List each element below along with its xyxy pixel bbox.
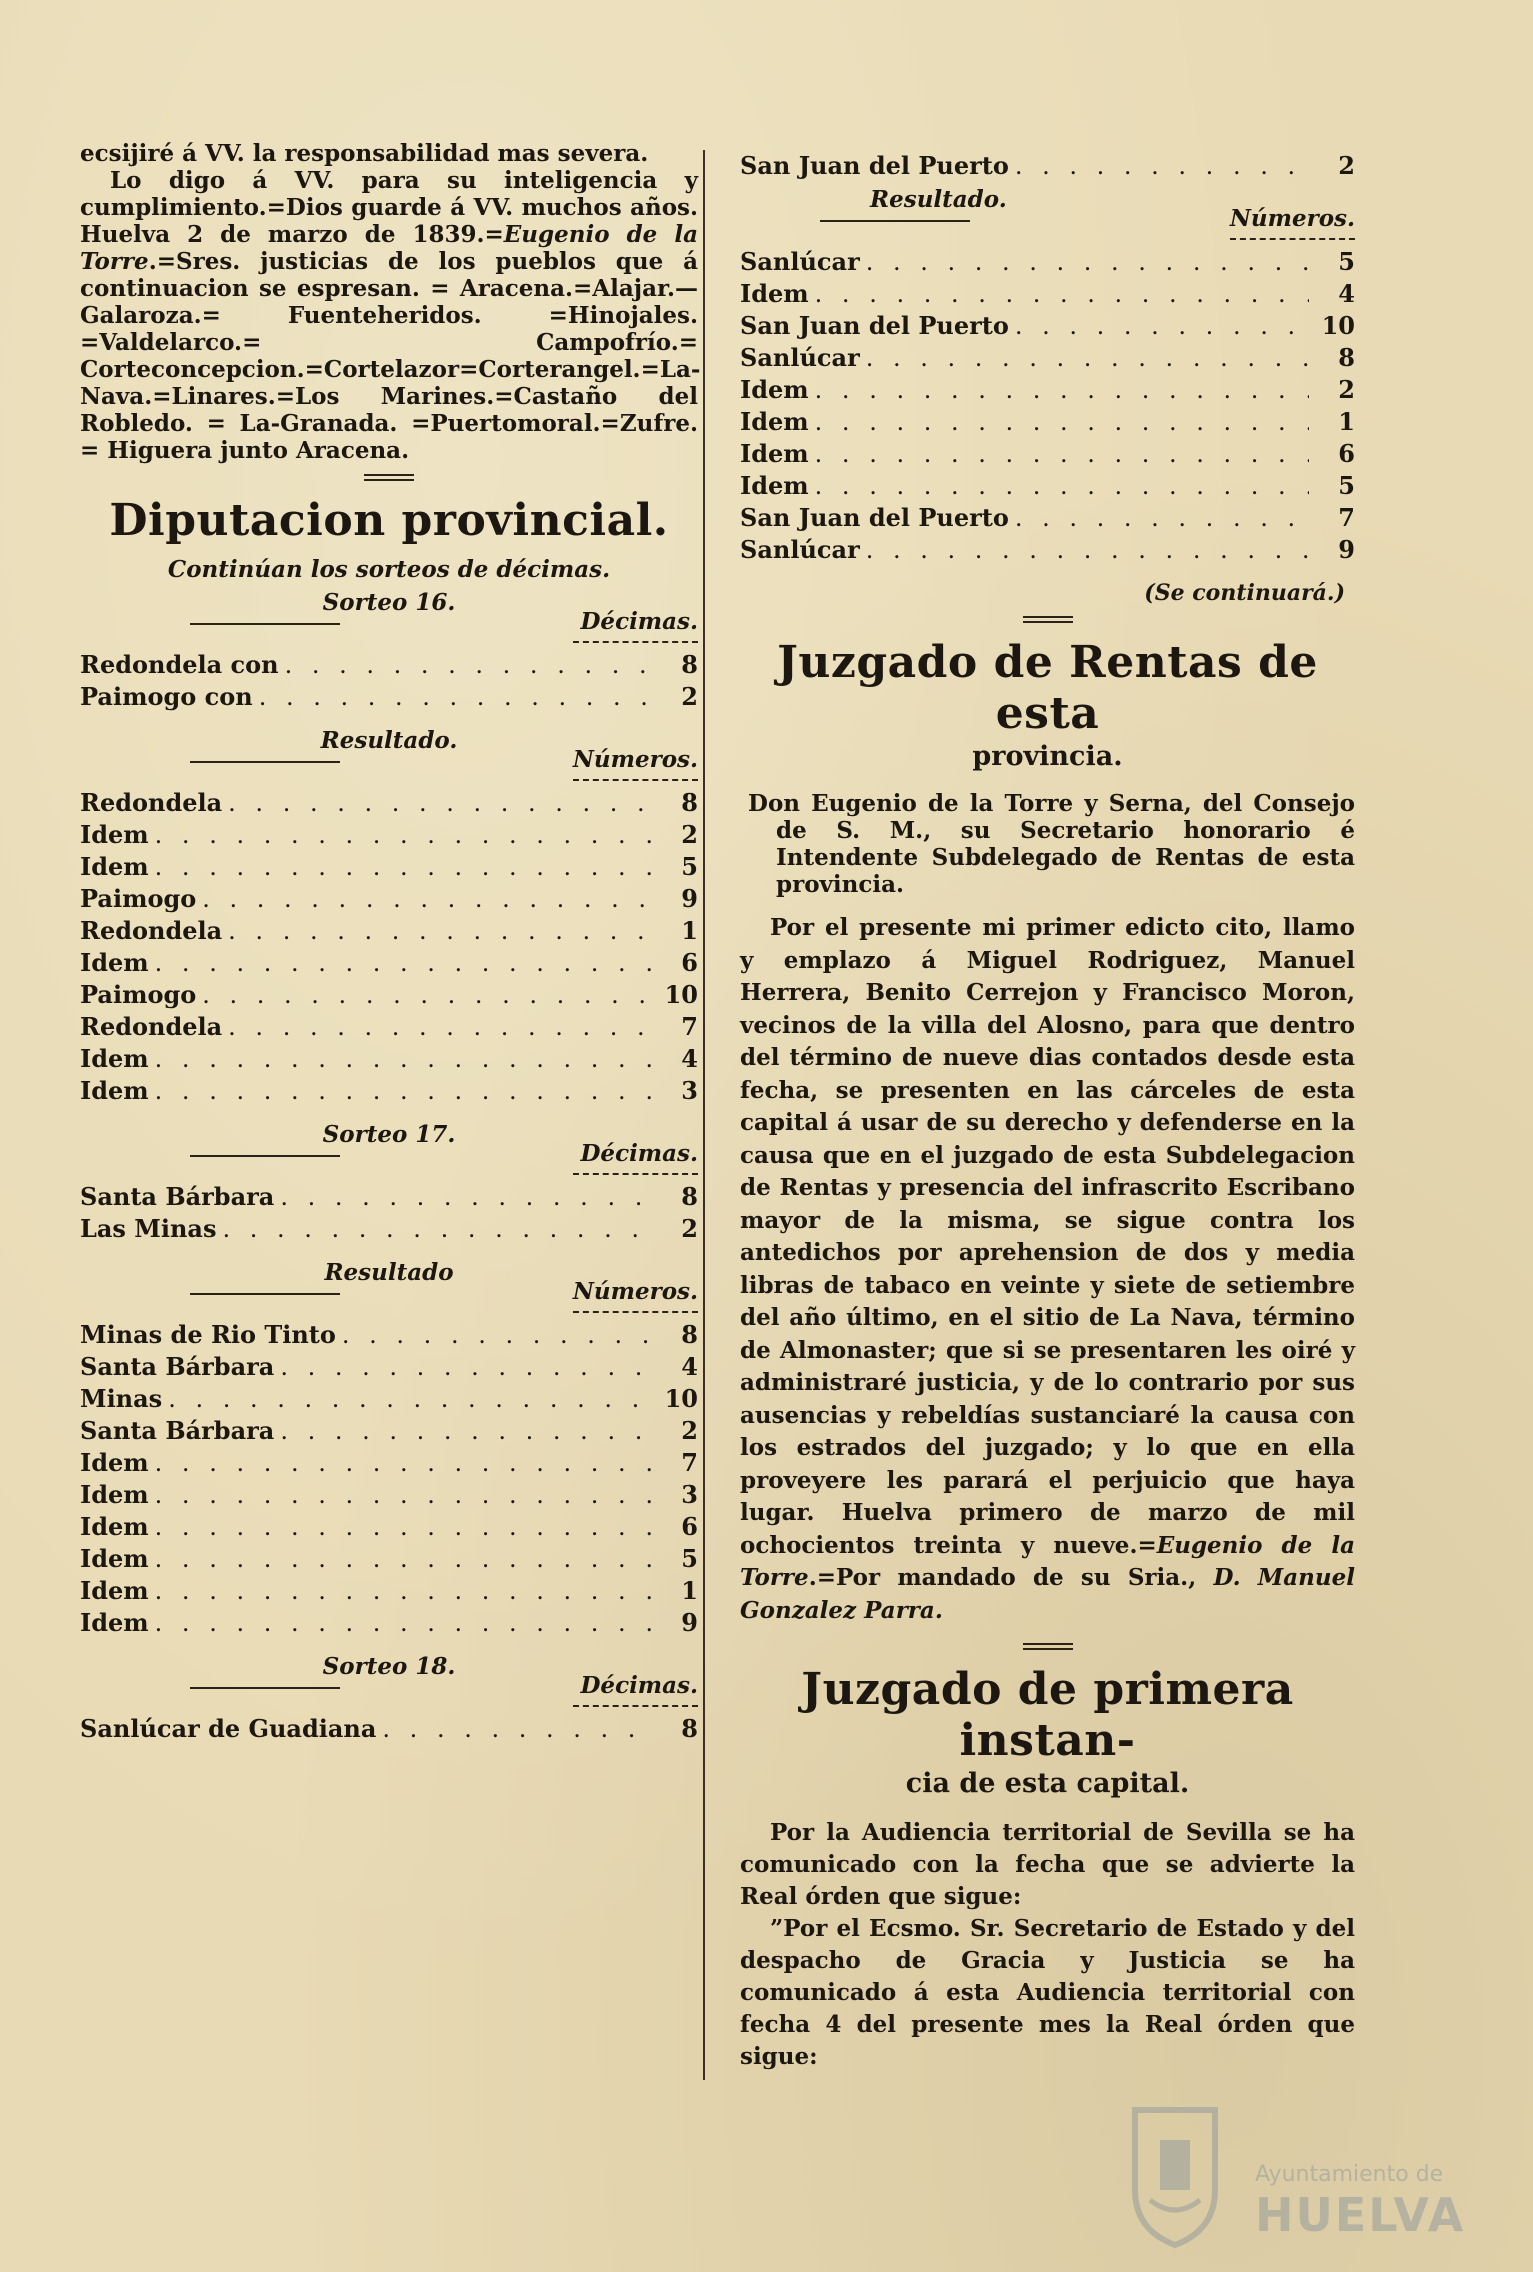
row-value: 7: [681, 1448, 698, 1477]
row-name: Santa Bárbara: [80, 1352, 275, 1381]
list-row: [80, 947, 698, 979]
dot-leader: [815, 470, 1309, 502]
dot-leader: [155, 1607, 652, 1639]
row-value: 8: [681, 1182, 698, 1211]
dot-leader: [228, 787, 652, 819]
dot-leader: [202, 883, 652, 915]
sorteo17-decimas-label: Décimas.: [580, 1140, 698, 1167]
sorteo16-decimas: [80, 649, 698, 713]
row-value: 4: [681, 1044, 698, 1073]
sorteo16-numeros-label: Números.: [572, 746, 698, 773]
dot-leader: [866, 246, 1309, 278]
list-row: [740, 246, 1355, 278]
dot-leader: [155, 1043, 652, 1075]
intro-text-b: .=Sres. justicias de los pueblos que á continuacion se espresan. = Aracena.=Alajar.—Galaroza.= Fuenteheridos. =Hinojales. =Valdelarco.= Campofrío.= Corteconcepcion.=Cortelazor=Corterangel.=La-Nava.=Linares.=Los Marines.=Castaño del Robledo. = La-Granada. =Puertomoral.=Zufre. = Higuera junto Aracena.: [80, 248, 701, 464]
dot-leader: [866, 342, 1309, 374]
dot-leader: [155, 1543, 652, 1575]
sorteo18-decimas: [80, 1713, 698, 1745]
row-value: 7: [1338, 503, 1355, 532]
huelva-watermark: [1115, 2100, 1466, 2250]
rentas-title: Juzgado de Rentas de esta: [777, 637, 1318, 739]
sorteo18-title: Sorteo 18.: [322, 1653, 456, 1680]
row-name: Idem: [740, 471, 809, 500]
rentas-signature-1: Eugenio de la Torre: [740, 1531, 1355, 1591]
section-title: Diputacion provincial.: [109, 495, 669, 546]
separator: [740, 614, 1355, 623]
right-resultado: [740, 246, 1355, 566]
row-name: Idem: [740, 375, 809, 404]
dot-leader: [1015, 150, 1309, 182]
column-divider: [703, 150, 705, 2080]
row-name: Santa Bárbara: [80, 1182, 275, 1211]
row-name: Idem: [80, 1480, 149, 1509]
row-value: 9: [1338, 535, 1355, 564]
row-name: Redondela: [80, 1012, 223, 1041]
dot-leader: [155, 1511, 652, 1543]
row-name: Paimogo: [80, 884, 197, 913]
dot-leader: [815, 438, 1309, 470]
list-row: [740, 342, 1355, 374]
sorteo16-resultado: [80, 787, 698, 1107]
row-value: 6: [681, 948, 698, 977]
list-row: [80, 1607, 698, 1639]
dot-leader: [280, 1415, 652, 1447]
dot-leader: [168, 1383, 652, 1415]
list-row: [740, 438, 1355, 470]
intro-line-1: ecsijiré á VV. la responsabilidad mas severa.: [80, 140, 649, 167]
row-name: San Juan del Puerto: [740, 311, 1009, 340]
sorteo17-title: Sorteo 17.: [322, 1121, 456, 1148]
sorteo17-resultado-header: [80, 1259, 698, 1305]
row-value: 3: [681, 1076, 698, 1105]
row-value: 8: [681, 650, 698, 679]
dot-leader: [285, 649, 652, 681]
separator: [740, 1641, 1355, 1650]
row-value: 10: [664, 980, 698, 1009]
sorteo16-decimas-label: Décimas.: [580, 608, 698, 635]
right-resultado-label: Resultado.: [870, 186, 1007, 213]
instancia-paragraph-2: ”Por el Ecsmo. Sr. Secretario de Estado y del despacho de Gracia y Justicia se ha comunicado á esta Audiencia territorial con fecha 4 del presente mes la Real órden que sigue:: [740, 1915, 1355, 2070]
dot-leader: [155, 947, 652, 979]
list-row: [80, 1383, 698, 1415]
row-name: Sanlúcar: [740, 535, 860, 564]
row-value: 2: [681, 682, 698, 711]
row-name: Idem: [740, 407, 809, 436]
row-value: 4: [1338, 279, 1355, 308]
intro-signature: Eugenio de la Torre: [80, 221, 698, 275]
right-column: [740, 150, 1355, 2073]
watermark-line-2: HUELVA: [1255, 2188, 1466, 2242]
sorteo17-resultado: [80, 1319, 698, 1639]
list-row: [740, 406, 1355, 438]
dot-leader: [342, 1319, 652, 1351]
list-row: [80, 819, 698, 851]
row-value: 2: [681, 1416, 698, 1445]
dot-leader: [155, 1479, 652, 1511]
list-row: [740, 502, 1355, 534]
sorteo17-decimas: [80, 1181, 698, 1245]
row-value: 5: [1338, 471, 1355, 500]
row-value: 8: [681, 1714, 698, 1743]
dot-leader: [155, 851, 652, 883]
list-row: [740, 150, 1355, 182]
list-row: [80, 883, 698, 915]
row-value: 8: [681, 788, 698, 817]
dot-leader: [815, 278, 1309, 310]
row-value: 1: [1338, 407, 1355, 436]
row-value: 10: [664, 1384, 698, 1413]
dot-leader: [382, 1713, 652, 1745]
row-name: San Juan del Puerto: [740, 503, 1009, 532]
sorteo17-numeros-label: Números.: [572, 1278, 698, 1305]
list-row: [80, 1575, 698, 1607]
list-row: [80, 1319, 698, 1351]
instancia-title: Juzgado de primera instan-: [801, 1664, 1294, 1766]
row-name: Idem: [80, 1076, 149, 1105]
list-row: [740, 310, 1355, 342]
row-value: 7: [681, 1012, 698, 1041]
rentas-intro: Don Eugenio de la Torre y Serna, del Consejo de S. M., su Secretario honorario é Intendente Subdelegado de Rentas de esta provincia.: [748, 790, 1355, 898]
list-row: [80, 1351, 698, 1383]
list-row: [80, 1479, 698, 1511]
dot-leader: [866, 534, 1309, 566]
row-name: Redondela: [80, 916, 223, 945]
dot-leader: [202, 979, 652, 1011]
list-row: [80, 915, 698, 947]
row-name: Idem: [80, 1544, 149, 1573]
list-row: [740, 374, 1355, 406]
rentas-body: [740, 912, 1355, 1627]
list-row: [80, 979, 698, 1011]
sorteo16-resultado-label: Resultado.: [320, 727, 458, 754]
list-row: [740, 470, 1355, 502]
list-row: [80, 1075, 698, 1107]
dot-leader: [259, 681, 652, 713]
list-row: [80, 1543, 698, 1575]
intro-paragraph: [80, 167, 701, 464]
dot-leader: [1015, 310, 1309, 342]
list-row: [740, 534, 1355, 566]
row-name: Idem: [80, 820, 149, 849]
row-name: Idem: [80, 948, 149, 977]
list-row: [80, 649, 698, 681]
sorteo17-header: [80, 1121, 698, 1167]
row-value: 6: [681, 1512, 698, 1541]
row-value: 2: [681, 1214, 698, 1243]
row-value: 5: [681, 852, 698, 881]
sorteo18-header: [80, 1653, 698, 1699]
row-value: 6: [1338, 439, 1355, 468]
row-value: 1: [681, 1576, 698, 1605]
separator: [80, 472, 698, 481]
row-value: 10: [1321, 311, 1355, 340]
row-name: Idem: [80, 1512, 149, 1541]
row-name: Idem: [80, 1448, 149, 1477]
right-resultado-header: [740, 186, 1355, 232]
row-name: Idem: [80, 1044, 149, 1073]
rentas-body-text: Por el presente mi primer edicto cito, llamo y emplazo á Miguel Rodriguez, Manuel Herrera, Benito Cerrejon y Francisco Moron, vecinos de la villa del Alosno, para que dentro del término de nueve dias contados desde esta fecha, se presenten en las cárceles de esta capital á usar de su derecho y defenderse en la causa que en el juzgado de esta Subdelegacion de Rentas y presencia del infrascrito Escribano mayor de la misma, se sigue contra los antedichos por aprehension de dos y media libras de tabaco en veinte y siete de setiembre del año último, en el sitio de La Nava, término de Almonaster; que si se presentaren les oiré y administraré justicia, y de lo contrario por sus ausencias y rebeldías sustanciaré la causa con los estrados del juzgado; y lo que en ella proveyere les parará el perjuicio que haya lugar. Huelva primero de marzo de mil ochocientos treinta y nueve.=: [740, 914, 1355, 1559]
list-row: [80, 851, 698, 883]
row-name: Sanlúcar de Guadiana: [80, 1714, 377, 1743]
intro-text-a: Lo digo á VV. para su inteligencia y cumplimiento.=Dios guarde á VV. muchos años. Huelva 2 de marzo de 1839.=: [80, 167, 698, 248]
row-value: 2: [1338, 375, 1355, 404]
left-column: [80, 140, 701, 1759]
list-row: [80, 1415, 698, 1447]
sorteo18-decimas-label: Décimas.: [580, 1672, 698, 1699]
row-value: 9: [681, 1608, 698, 1637]
dot-leader: [155, 1575, 652, 1607]
list-row: [80, 1043, 698, 1075]
section-subtitle: Continúan los sorteos de décimas.: [167, 556, 611, 583]
row-name: Minas de Rio Tinto: [80, 1320, 336, 1349]
sorteo16-title: Sorteo 16.: [322, 589, 456, 616]
right-top-rows: [740, 150, 1355, 182]
list-row: [80, 1011, 698, 1043]
instancia-title-2: cia de esta capital.: [905, 1768, 1190, 1799]
dot-leader: [815, 374, 1309, 406]
row-name: Las Minas: [80, 1214, 217, 1243]
row-name: Minas: [80, 1384, 163, 1413]
dot-leader: [155, 1447, 652, 1479]
dot-leader: [155, 1075, 652, 1107]
continuara-note: (Se continuará.): [1144, 580, 1345, 606]
row-value: 2: [681, 820, 698, 849]
list-row: [80, 1213, 698, 1245]
sorteo16-resultado-header: [80, 727, 698, 773]
row-name: Paimogo: [80, 980, 197, 1009]
row-value: 9: [681, 884, 698, 913]
rentas-signature-mid: .=Por mandado de su Sria.,: [808, 1564, 1214, 1591]
row-value: 5: [681, 1544, 698, 1573]
list-row: [740, 278, 1355, 310]
row-value: 3: [681, 1480, 698, 1509]
dot-leader: [815, 406, 1309, 438]
row-name: Santa Bárbara: [80, 1416, 275, 1445]
right-numeros-label: Números.: [1229, 205, 1355, 232]
list-row: [80, 1511, 698, 1543]
row-name: Paimogo con: [80, 682, 253, 711]
watermark-line-1: Ayuntamiento de: [1255, 2162, 1444, 2187]
dot-leader: [280, 1351, 652, 1383]
list-row: [80, 1713, 698, 1745]
row-name: Redondela con: [80, 650, 279, 679]
dot-leader: [228, 915, 652, 947]
sorteo16-header: [80, 589, 698, 635]
list-row: [80, 1447, 698, 1479]
row-name: Idem: [740, 439, 809, 468]
row-name: Idem: [80, 852, 149, 881]
row-name: San Juan del Puerto: [740, 151, 1009, 180]
dot-leader: [228, 1011, 652, 1043]
coat-of-arms-icon: [1115, 2100, 1235, 2250]
row-name: Idem: [740, 279, 809, 308]
row-value: 1: [681, 916, 698, 945]
dot-leader: [1015, 502, 1309, 534]
row-name: Sanlúcar: [740, 343, 860, 372]
dot-leader: [155, 819, 652, 851]
list-row: [80, 1181, 698, 1213]
row-name: Redondela: [80, 788, 223, 817]
row-name: Sanlúcar: [740, 247, 860, 276]
instancia-paragraph-1: Por la Audiencia territorial de Sevilla se ha comunicado con la fecha que se advierte la Real órden que sigue:: [740, 1819, 1355, 1910]
row-name: Idem: [80, 1608, 149, 1637]
row-value: 8: [1338, 343, 1355, 372]
row-value: 8: [681, 1320, 698, 1349]
row-value: 4: [681, 1352, 698, 1381]
list-row: [80, 787, 698, 819]
row-value: 5: [1338, 247, 1355, 276]
row-name: Idem: [80, 1576, 149, 1605]
rentas-signature-2: D. Manuel Gonzalez Parra.: [740, 1564, 1355, 1624]
rentas-title-2: provincia.: [972, 741, 1123, 772]
dot-leader: [223, 1213, 653, 1245]
dot-leader: [280, 1181, 652, 1213]
row-value: 2: [1338, 151, 1355, 180]
list-row: [80, 681, 698, 713]
sorteo17-resultado-label: Resultado: [324, 1259, 454, 1286]
